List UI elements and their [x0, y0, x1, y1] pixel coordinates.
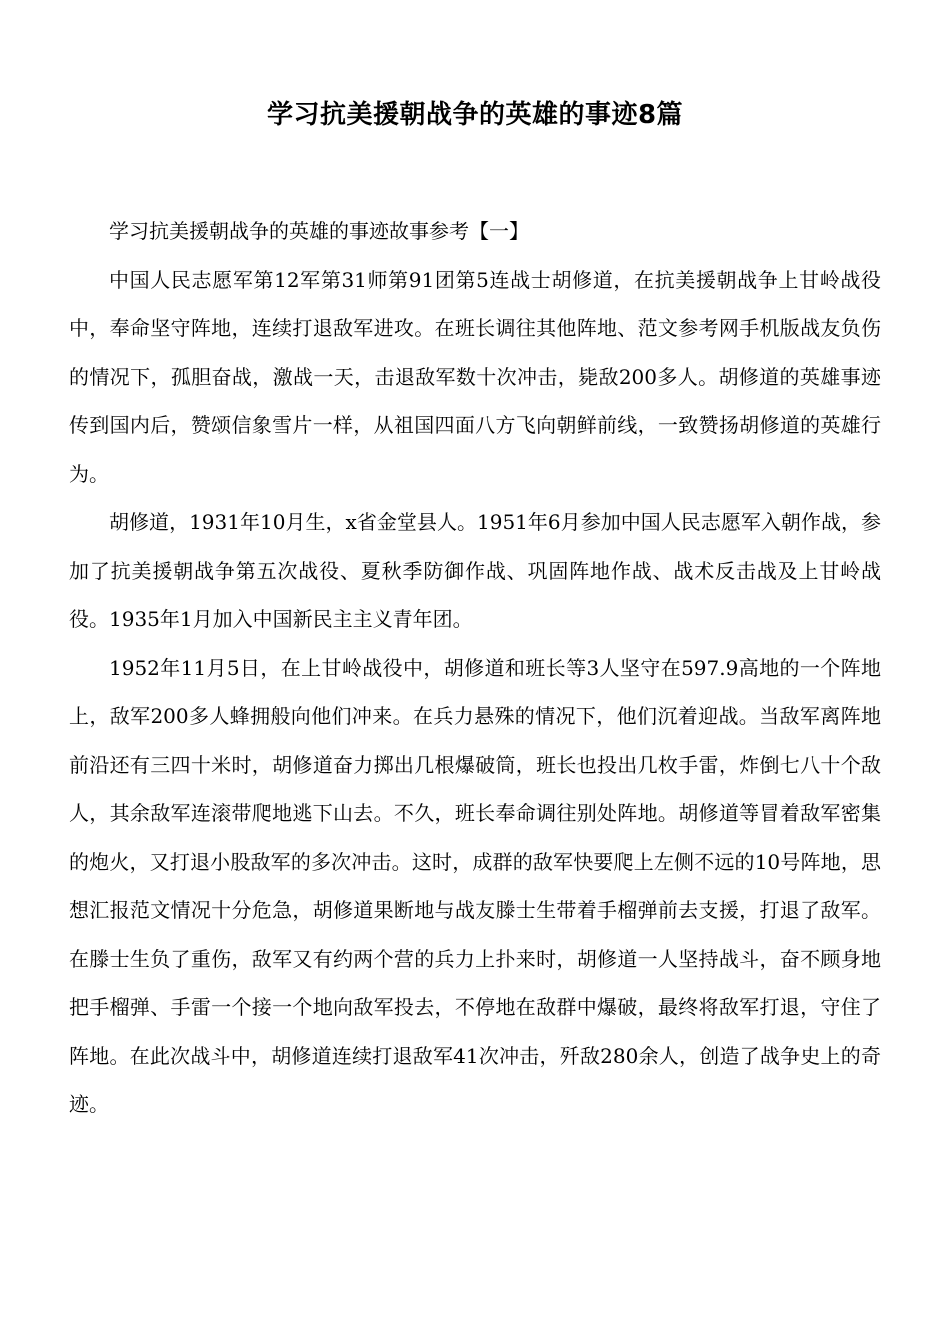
- document-body: [69, 207, 881, 1129]
- paragraph-2: 胡修道，1931年10月生，x省金堂县人。1951年6月参加中国人民志愿军入朝作战，参加了抗美援朝战争第五次战役、夏秋季防御作战、巩固阵地作战、战术反击战及上甘岭战役。1935年1月加入中国新民主主义青年团。: [69, 510, 881, 631]
- paragraph-1: 中国人民志愿军第12军第31师第91团第5连战士胡修道，在抗美援朝战争上甘岭战役中，奉命坚守阵地，连续打退敌军进攻。在班长调往其他阵地、范文参考网手机版战友负伤的情况下，孤胆奋战，激战一天，击退敌军数十次冲击，毙敌200多人。胡修道的英雄事迹传到国内后，赞颂信象雪片一样，从祖国四面八方飞向朝鲜前线，一致赞扬胡修道的英雄行为。: [69, 267, 881, 486]
- paragraph-3: 1952年11月5日，在上甘岭战役中，胡修道和班长等3人坚守在597.9高地的一个阵地上，敌军200多人蜂拥般向他们冲来。在兵力悬殊的情况下，他们沉着迎战。当敌军离阵地前沿还有三四十米时，胡修道奋力掷出几根爆破筒，班长也投出几枚手雷，炸倒七八十个敌人，其余敌军连滚带爬地逃下山去。不久，班长奉命调往别处阵地。胡修道等冒着敌军密集的炮火，又打退小股敌军的多次冲击。这时，成群的敌军快要爬上左侧不远的10号阵地，思想汇报范文情况十分危急，胡修道果断地与战友滕士生带着手榴弹前去支援，打退了敌军。在滕士生负了重伤，敌军又有约两个营的兵力上扑来时，胡修道一人坚持战斗，奋不顾身地把手榴弹、手雷一个接一个地向敌军投去，不停地在敌群中爆破，最终将敌军打退，守住了阵地。在此次战斗中，胡修道连续打退敌军41次冲击，歼敌280余人，创造了战争史上的奇迹。: [69, 655, 881, 1116]
- document-title: 学习抗美援朝战争的英雄的事迹8篇: [266, 100, 684, 130]
- section-heading: 学习抗美援朝战争的英雄的事迹故事参考【一】: [109, 219, 529, 243]
